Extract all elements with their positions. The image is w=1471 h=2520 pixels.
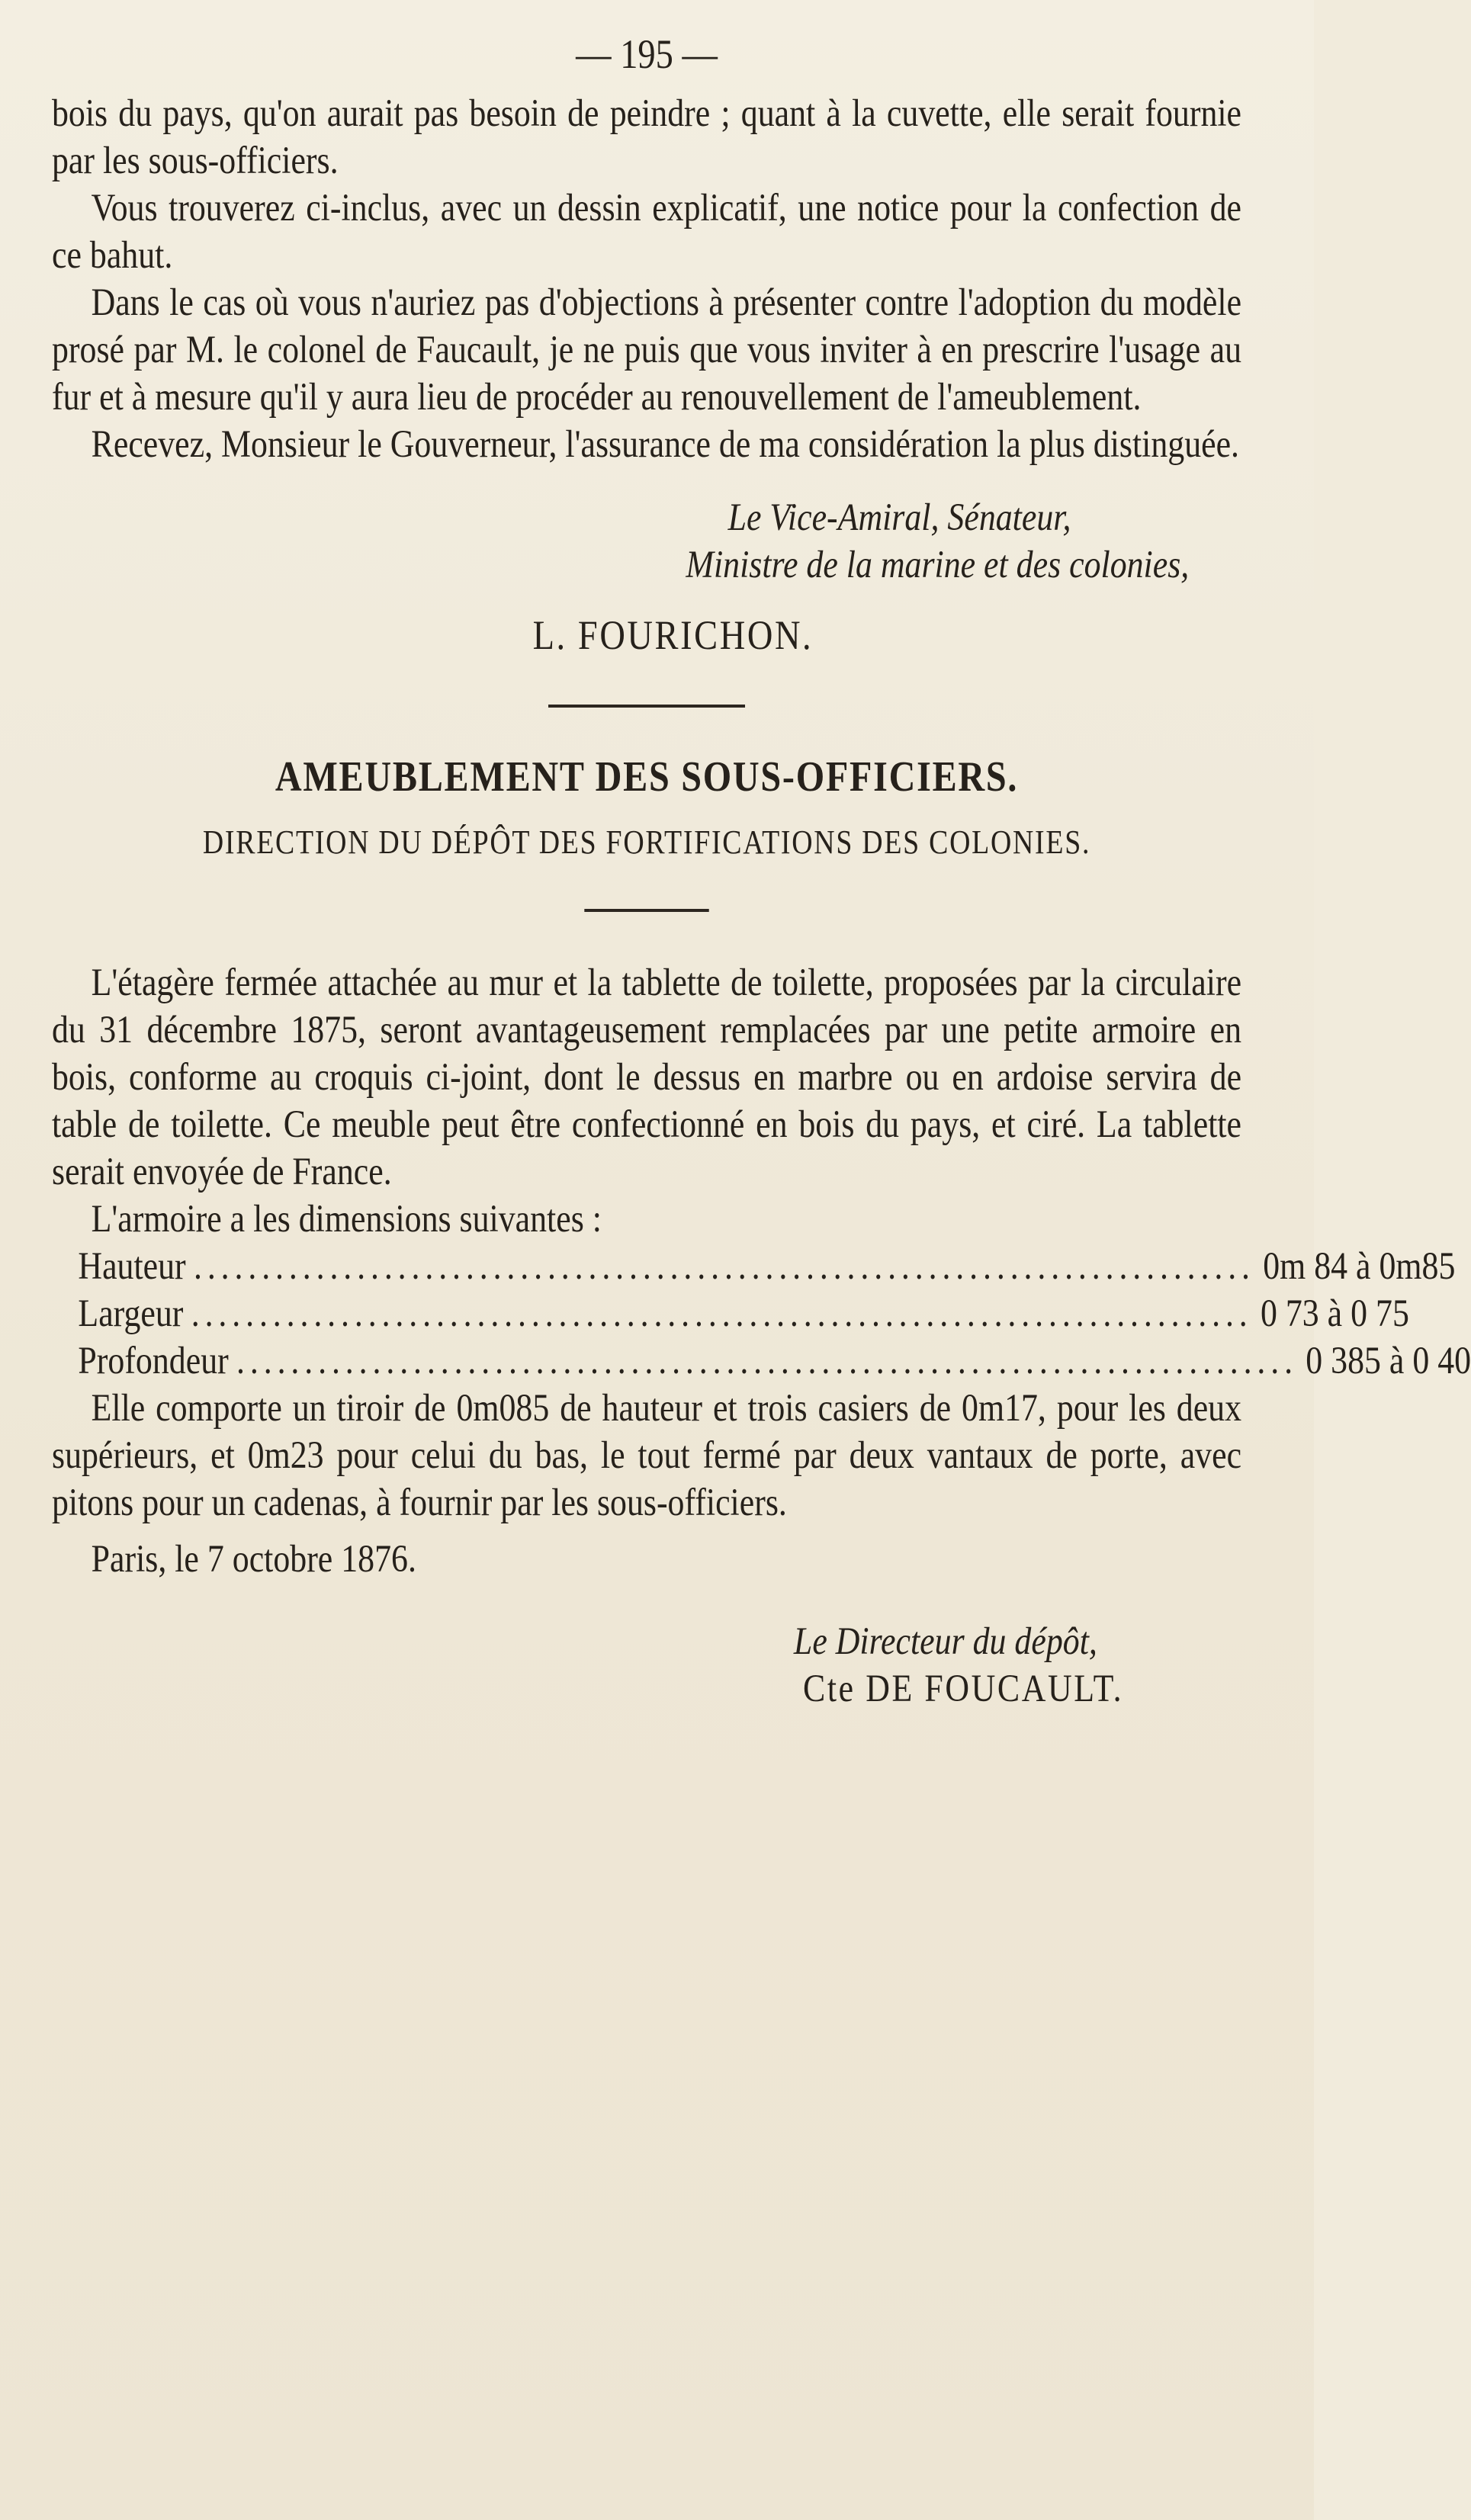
letter-paragraph-3: Dans le cas où vous n'auriez pas d'objections à présenter contre l'adoption du modèle prosé par M. le colonel de Faucault, je ne puis que vous inviter à en prescrire l'usage au fur et à mesure qu'il y aura lieu de procéder au renouvellement de l'ameublement. (52, 281, 1242, 419)
dateline: Paris, le 7 octobre 1876. (91, 1538, 416, 1581)
section-subtitle: DIRECTION DU DÉPÔT DES FORTIFICATIONS DES COLONIES. (202, 823, 1091, 861)
dimension-row-height (78, 1243, 1456, 1290)
page-number: — 195 — (576, 31, 718, 77)
dimension-value: 0 73 à 0 75 (1260, 1292, 1409, 1335)
section-signature-name: Cte DE FOUCAULT. (803, 1668, 1124, 1710)
dimension-row-width (78, 1290, 1409, 1337)
dimension-label: Largeur (78, 1292, 184, 1335)
subtitle-divider (584, 909, 708, 912)
dimensions-intro: L'armoire a les dimensions suivantes : (91, 1198, 602, 1241)
dimension-row-depth (78, 1337, 1471, 1385)
dimension-label: Profondeur (78, 1340, 229, 1382)
letter-signature-title-2: Ministre de la marine et des colonies, (686, 544, 1190, 586)
dimension-value: 0 385 à 0 40 (1306, 1340, 1471, 1382)
letter-paragraph-1: bois du pays, qu'on aurait pas besoin de peindre ; quant à la cuvette, elle serait fournie par les sous-officiers. (52, 92, 1242, 182)
letter-paragraph-4: Recevez, Monsieur le Gouverneur, l'assurance de ma considération la plus distinguée. (91, 423, 1240, 466)
section-divider (548, 705, 745, 708)
letter-signature-name: L. FOURICHON. (532, 612, 814, 658)
dot-leader: .............................................................................. (193, 1245, 1255, 1288)
section-signature-title: Le Directeur du dépôt, (793, 1620, 1097, 1663)
letter-paragraph-2: Vous trouverez ci-inclus, avec un dessin explicatif, une notice pour la confection de ce bahut. (52, 187, 1242, 277)
dot-leader: .............................................................................. (191, 1292, 1253, 1335)
page-content (52, 30, 1471, 1713)
letter-signature-title-1: Le Vice-Amiral, Sénateur, (727, 496, 1071, 539)
dot-leader: .............................................................................. (236, 1340, 1298, 1382)
section-paragraph-1: L'étagère fermée attachée au mur et la tablette de toilette, proposées par la circulaire du 31 décembre 1875, seront avantageusement remplacées par une petite armoire en bois, conforme au croquis ci-joint, dont le dessus en marbre ou en ardoise servira de table de toilette. Ce meuble peut être confectionné en bois du pays, et ciré. La tablette serait envoyée de France. (52, 961, 1242, 1193)
section-title: AMEUBLEMENT DES SOUS-OFFICIERS. (275, 753, 1019, 801)
dimension-value: 0m 84 à 0m85 (1263, 1245, 1456, 1288)
section-paragraph-2: Elle comporte un tiroir de 0m085 de hauteur et trois casiers de 0m17, pour les deux supérieurs, et 0m23 pour celui du bas, le tout fermé par deux vantaux de porte, avec pitons pour un cadenas, à fournir par les sous-officiers. (52, 1387, 1242, 1524)
dimension-label: Hauteur (78, 1245, 186, 1288)
